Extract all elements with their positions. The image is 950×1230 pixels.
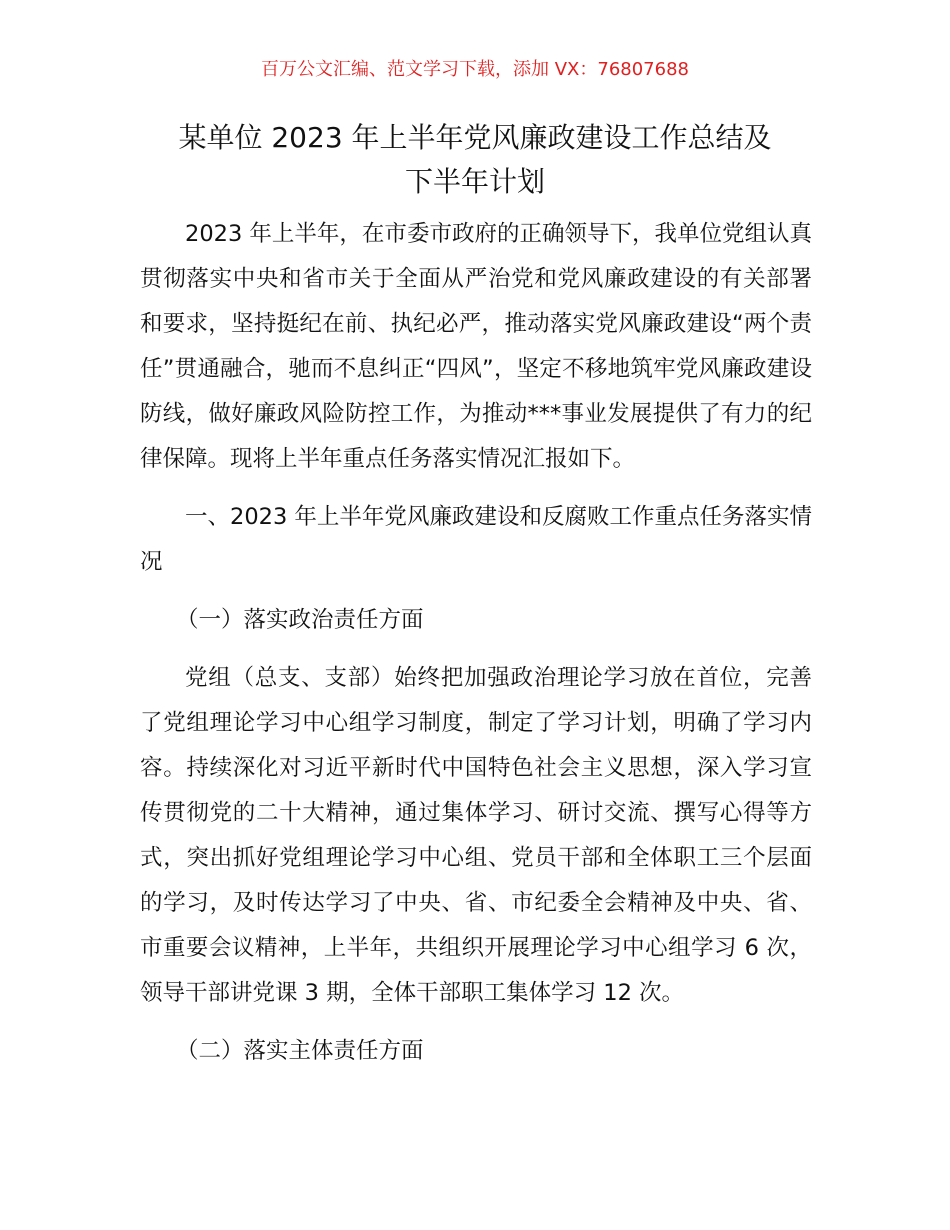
section-heading-1: 一、2023 年上半年党风廉政建设和反腐败工作重点任务落实情况 [140,504,812,575]
subsection-heading-2: （二）落实主体责任方面 [176,1038,424,1064]
watermark-text: 百万公文汇编、范文学习下载，添加 VX：76807688 [261,59,689,80]
body-paragraph: 党组（总支、支部）始终把加强政治理论学习放在首位，完善了党组理论学习中心组学习制度，制定了学习计划，明确了学习内容。持续深化对习近平新时代中国特色社会主义思想，深入学习宣传贯彻党的二十大精神，通过集体学习、研讨交流、撰写心得等方式，突出抓好党组理论学习中心组、党员干部和全体职工三个层面的学习，及时传达学习了中央、省、市纪委全会精神及中央、省、市重要会议精神，上半年，共组织开展理论学习中心组学习 6 次，领导干部讲党课 3 期，全体干部职工集体学习 12 次。 [140,665,812,1006]
intro-paragraph: 2023 年上半年，在市委市政府的正确领导下，我单位党组认真贯彻落实中央和省市关于全面从严治党和党风廉政建设的有关部署和要求，坚持挺纪在前、执纪必严，推动落实党风廉政建设“两个责任”贯通融合，驰而不息纠正“四风”，坚定不移地筑牢党风廉政建设防线，做好廉政风险防控工作，为推动***事业发展提供了有力的纪律保障。现将上半年重点任务落实情况汇报如下。 [140,221,812,472]
title-line-2: 下半年计划 [404,165,545,198]
document-body [140,212,812,1087]
title-line-1: 某单位 2023 年上半年党风廉政建设工作总结及 [178,121,772,154]
subsection-heading-1: （一）落实政治责任方面 [176,607,424,633]
document-title [120,116,830,204]
